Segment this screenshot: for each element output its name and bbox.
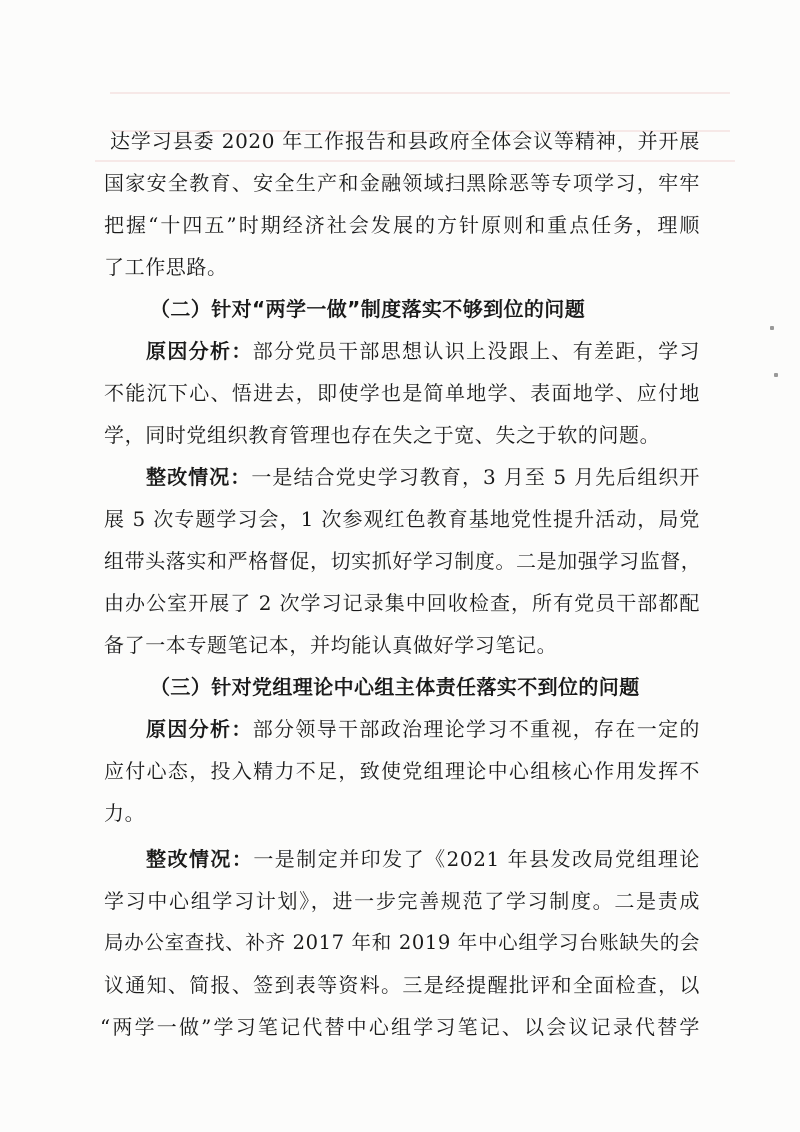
lead-label: 整改情况： bbox=[146, 465, 252, 489]
scan-speck bbox=[774, 373, 778, 377]
body-line: 由办公室开展了 2 次学习记录集中回收检查，所有党员干部都配 bbox=[104, 591, 700, 615]
body-text: 一是制定并印发了《2021 年县发改局党组理论 bbox=[253, 847, 701, 871]
body-text: 一是结合党史学习教育，3 月至 5 月先后组织开 bbox=[251, 465, 701, 489]
body-line: 把握“十四五”时期经济社会发展的方针原则和重点任务，理顺 bbox=[104, 213, 700, 237]
body-line bbox=[146, 846, 700, 872]
letterhead-show-through bbox=[110, 92, 730, 132]
body-text: 部分党员干部思想认识上没跟上、有差距，学习 bbox=[252, 339, 700, 363]
section-heading-3: （三）针对党组理论中心组主体责任落实不到位的问题 bbox=[150, 675, 640, 699]
letterhead-rule-show-through bbox=[95, 160, 735, 162]
body-line: 应付心态，投入精力不足，致使党组理论中心组核心作用发挥不 bbox=[104, 759, 700, 783]
body-line: 组带头落实和严格督促，切实抓好学习制度。二是加强学习监督， bbox=[104, 549, 702, 573]
body-line: 国家安全教育、安全生产和金融领域扫黑除恶等专项学习，牢牢 bbox=[104, 171, 700, 195]
body-line: “两学一做”学习笔记代替中心组学习笔记、以会议记录代替学 bbox=[100, 1015, 700, 1039]
lead-label: 整改情况： bbox=[146, 847, 254, 871]
lead-label: 原因分析： bbox=[146, 717, 253, 741]
body-line: 了工作思路。 bbox=[104, 255, 228, 279]
body-line: 局办公室查找、补齐 2017 年和 2019 年中心组学习台账缺失的会 bbox=[104, 931, 700, 954]
body-line: 备了一本专题笔记本，并均能认真做好学习笔记。 bbox=[104, 633, 558, 657]
body-line: 不能沉下心、悟进去，即使学也是简单地学、表面地学、应付地 bbox=[104, 381, 700, 405]
body-line bbox=[146, 716, 700, 742]
body-line bbox=[146, 464, 700, 490]
body-text: 部分领导干部政治理论学习不重视，存在一定的 bbox=[252, 717, 700, 741]
section-heading-2: （二）针对“两学一做”制度落实不够到位的问题 bbox=[150, 297, 586, 321]
body-line: 展 5 次专题学习会，1 次参观红色教育基地党性提升活动，局党 bbox=[104, 507, 700, 531]
lead-label: 原因分析： bbox=[146, 339, 253, 363]
body-line: 达学习县委 2020 年工作报告和县政府全体会议等精神，并开展 bbox=[110, 129, 700, 153]
body-line: 力。 bbox=[104, 801, 146, 825]
scan-speck bbox=[770, 326, 774, 330]
body-line bbox=[146, 338, 700, 364]
body-line: 学，同时党组织教育管理也存在失之于宽、失之于软的问题。 bbox=[104, 423, 661, 447]
body-line: 学习中心组学习计划》，进一步完善规范了学习制度。二是责成 bbox=[104, 889, 700, 913]
body-line: 议通知、简报、签到表等资料。三是经提醒批评和全面检查，以 bbox=[104, 973, 700, 997]
